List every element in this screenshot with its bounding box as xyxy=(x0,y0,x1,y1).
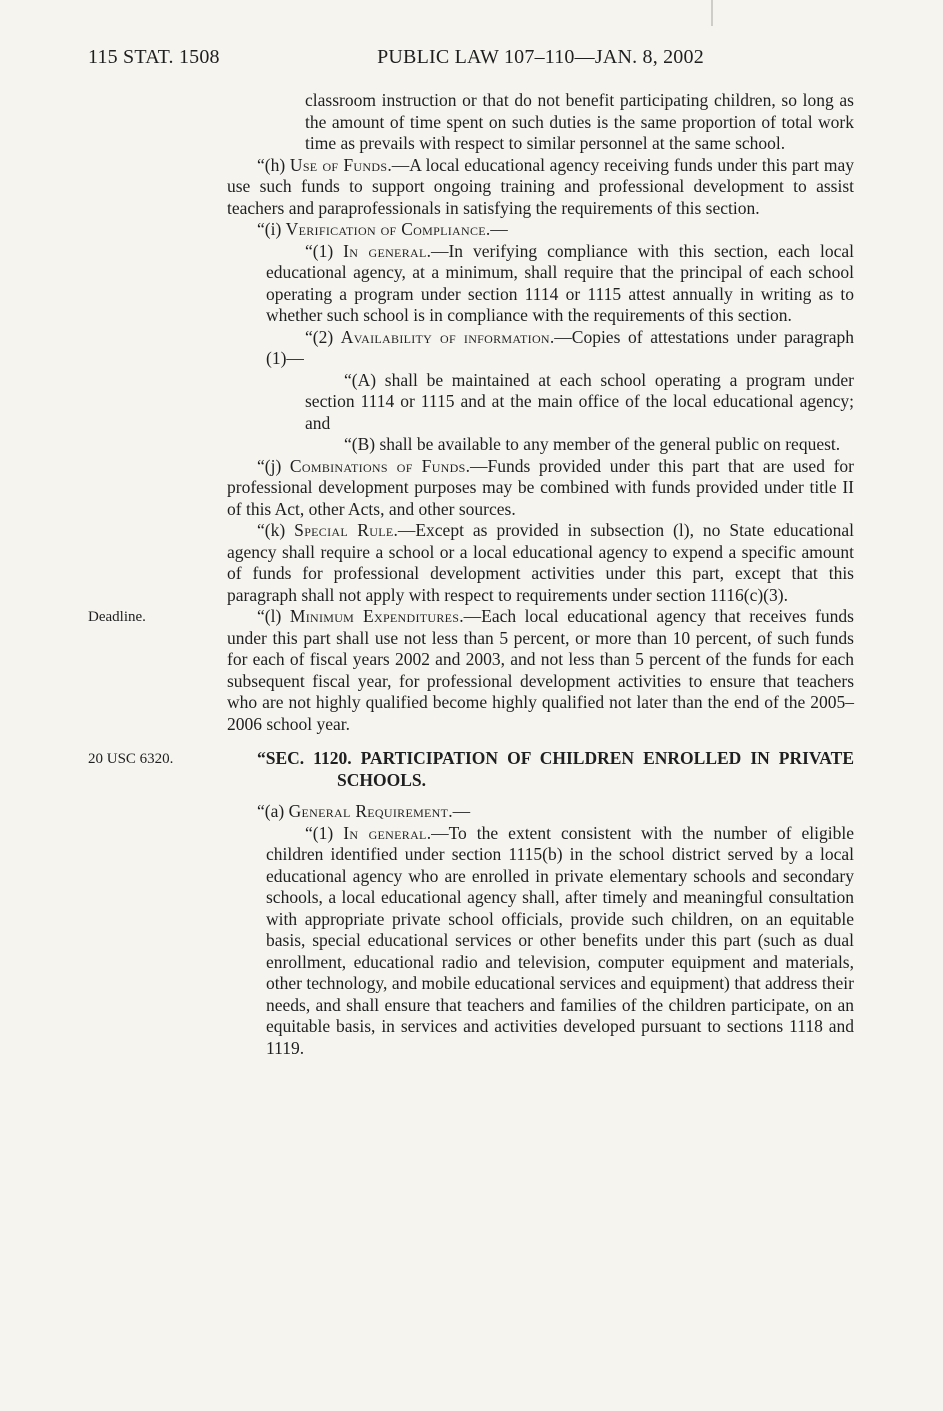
statute-text: .—Funds provided under this part that are used for professional development purposes may be combined with funds provided under title II of this Act, other Acts, and other sources. xyxy=(227,455,854,519)
statute-text: “(k) xyxy=(257,520,295,540)
statute-text: “(B) shall be available to any member of the general public on request. xyxy=(344,434,841,454)
margin-note-usc-reference: 20 USC 6320. xyxy=(88,751,174,767)
smallcaps-heading: Use of Funds xyxy=(289,154,388,175)
statute-text: .—A local educational agency receiving funds under this part may use such funds to support ongoing training and professional development to assist teachers and paraprofessionals in satisfying the requirements of this section. xyxy=(227,154,854,218)
statute-text: .—In verifying compliance with this section, each local educational agency, at a minimum, shall require that the principal of each school operating a program under section 1114 or 1115 attest annually in writing as to whether such school is in compliance with the requirements of this section. xyxy=(266,240,854,325)
paragraph-subsection-i xyxy=(227,219,854,241)
smallcaps-heading: Verification of Compliance xyxy=(285,219,486,239)
statute-text: “(i) xyxy=(257,219,286,239)
statute-text: .—Except as provided in subsection (l), no State educational agency shall require a school or a local educational agency to expend a specific amount of funds for professional development activities under this part, except that this paragraph shall not apply with respect to requirements under section 1116(c)(3). xyxy=(227,520,854,605)
smallcaps-heading: Special Rule xyxy=(294,520,394,540)
statute-text: “(h) xyxy=(257,154,290,175)
statute-text: “(l) xyxy=(257,606,290,626)
smallcaps-heading: In general xyxy=(343,240,427,261)
section-heading-text: “SEC. 1120. PARTICIPATION OF CHILDREN ENROLLED IN PRIVATE SCHOOLS. xyxy=(257,748,854,790)
smallcaps-heading: Availability of information xyxy=(340,326,550,347)
statute-text: “(A) shall be maintained at each school operating a program under section 1114 or 1115 and at the main office of the local educational agency; and xyxy=(305,369,854,433)
section-1120-heading xyxy=(88,748,854,791)
statute-text: “(j) xyxy=(257,455,290,476)
statute-text: .— xyxy=(485,219,508,239)
smallcaps-heading: General Requirement xyxy=(288,801,449,821)
paragraph-subsection-l xyxy=(88,606,854,735)
smallcaps-heading: Minimum Expenditures xyxy=(289,606,460,626)
smallcaps-heading: In general xyxy=(343,822,427,843)
statute-text: “(1) xyxy=(305,240,344,261)
paragraph-subsection-j xyxy=(227,456,854,521)
statute-text: classroom instruction or that do not benefit participating children, so long as the amount of time spent on such duties is the same proportion of total work time as prevails with respect to similar personnel at the same school. xyxy=(305,90,854,153)
subparagraph-B xyxy=(305,434,854,456)
subparagraph-A xyxy=(305,370,854,435)
law-title: PUBLIC LAW 107–110—JAN. 8, 2002 xyxy=(377,46,704,68)
stat-citation: 115 STAT. 1508 xyxy=(88,46,220,68)
statute-text: .—To the extent consistent with the number of eligible children identified under section 1115(b) in the school district served by a local educational agency who are enrolled in private elementary schools and secondary schools, a local educational agency shall, after timely and meaningful consultation with appropriate private school officials, provide such children, on an equitable basis, special educational services or other benefits under this part (such as dual enrollment, educational radio and television, computer equipment and materials, other technology, and mobile educational services and equipment) that address their needs, and shall ensure that teachers and families of the children participate, on an equitable basis, in services and activities developed pursuant to sections 1118 and 1119. xyxy=(266,822,854,1058)
scan-artifact-line xyxy=(711,0,713,26)
paragraph-2-availability xyxy=(266,327,854,370)
statute-text-column xyxy=(88,90,854,1059)
paragraph-1-in-general xyxy=(266,241,854,327)
paragraph-subsection-k xyxy=(227,520,854,606)
statute-text: “(2) xyxy=(305,326,341,347)
statute-text: .— xyxy=(448,801,471,821)
margin-note-deadline: Deadline. xyxy=(88,609,146,625)
statute-text: .—Copies of attestations under paragraph (1)— xyxy=(266,326,854,368)
smallcaps-heading: Combinations of Funds xyxy=(289,455,466,476)
statute-text: “(a) xyxy=(257,801,289,821)
paragraph-continuation xyxy=(305,90,854,155)
statute-text: “(1) xyxy=(305,822,344,843)
statute-text: .—Each local educational agency that receives funds under this part shall use not less than 5 percent, or more than 10 percent, of such funds for each of fiscal years 2002 and 2003, and not less than 5 percent of the funds for each subsequent fiscal year, for professional development activities to ensure that teachers who are not highly qualified become highly qualified not later than the end of the 2005–2006 school year. xyxy=(227,606,854,734)
paragraph-1-general-requirement xyxy=(266,823,854,1060)
paragraph-subsection-a xyxy=(227,801,854,823)
paragraph-subsection-h xyxy=(227,155,854,220)
